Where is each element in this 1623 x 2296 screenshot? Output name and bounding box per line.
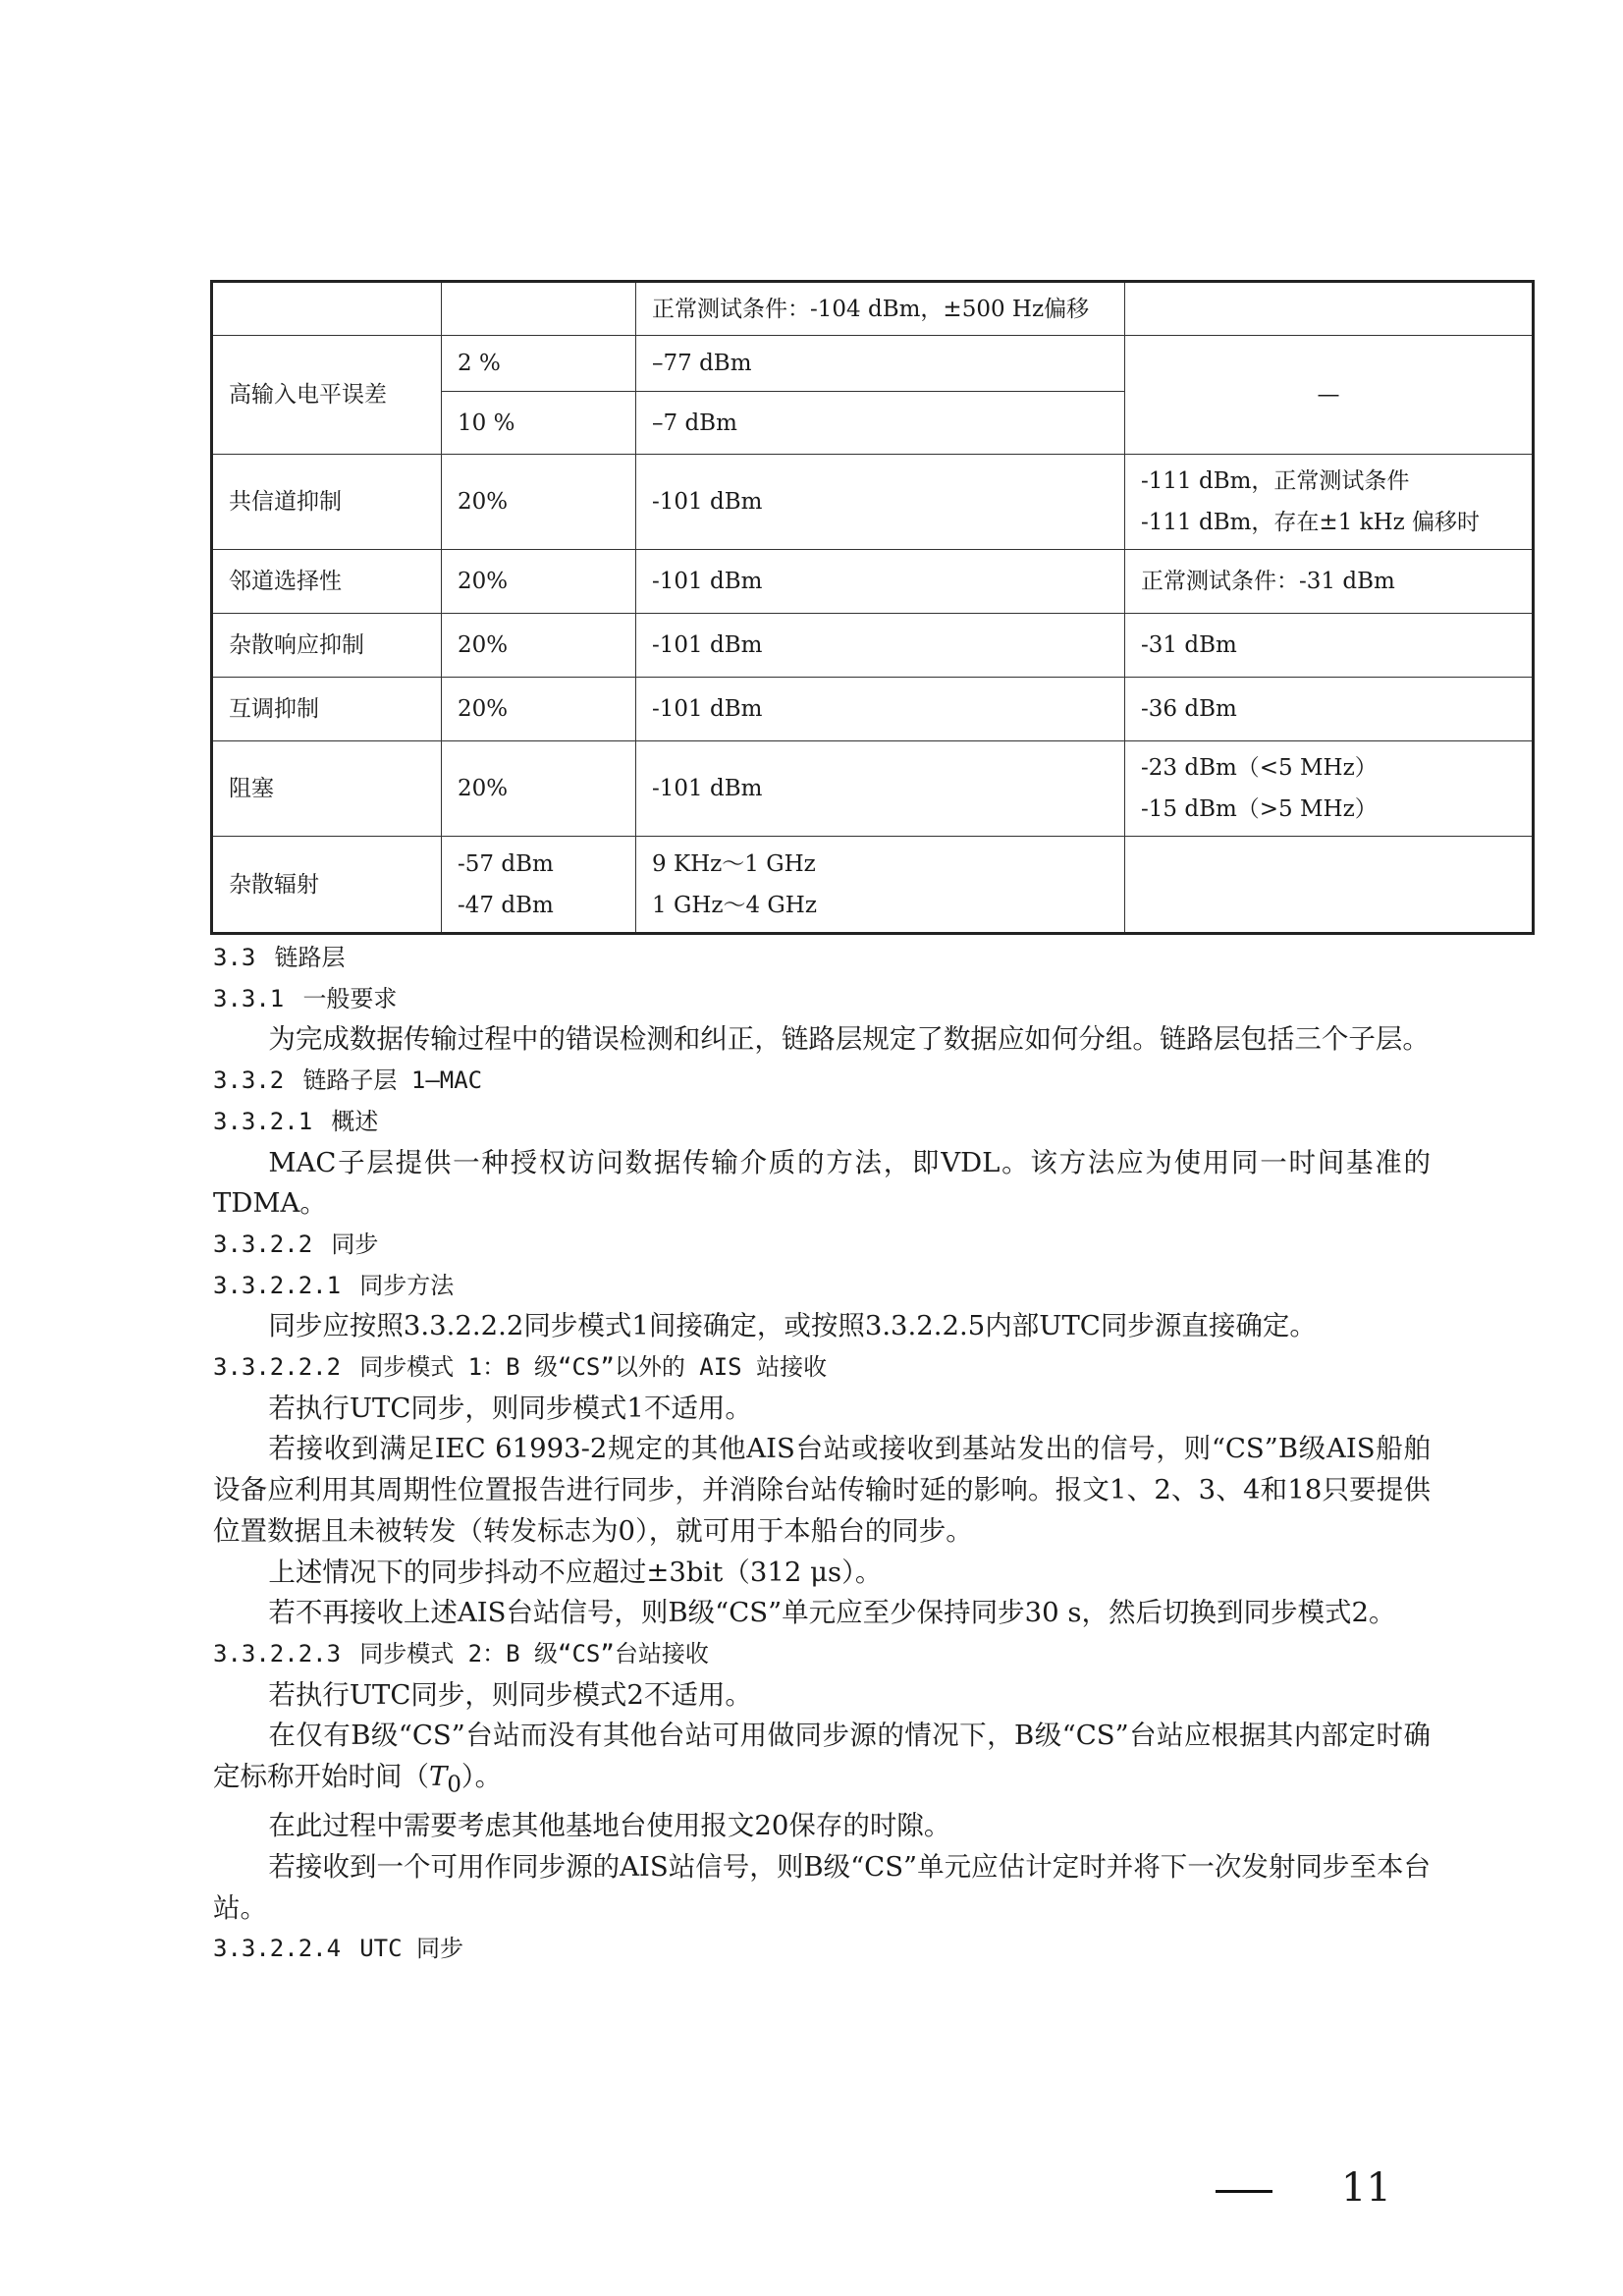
table-row: [212, 837, 1534, 934]
row-label: 共信道抑制: [212, 455, 442, 550]
table-cell: [442, 837, 636, 934]
table-cell: [1125, 837, 1534, 934]
row-label: 杂散辐射: [212, 837, 442, 934]
cell-line: 9 KHz～1 GHz: [652, 850, 816, 877]
table-cell: 2 %: [442, 336, 636, 392]
row-label: 互调抑制: [212, 678, 442, 741]
section-heading: 3.3.2 链路子层 1—MAC: [213, 1066, 483, 1095]
paragraph: 在此过程中需要考虑其他基地台使用报文20保存的时隙。: [268, 1810, 951, 1842]
table-cell: –77 dBm: [636, 336, 1125, 392]
table-cell: –7 dBm: [636, 392, 1125, 455]
table-cell: 20%: [442, 455, 636, 550]
spec-table: [210, 280, 1535, 935]
cell-line: -57 dBm: [458, 850, 554, 877]
paragraph: 同步应按照3.3.2.2.2同步模式1间接确定，或按照3.3.2.2.5内部UTC同步源直接确定。: [268, 1310, 1317, 1342]
table-cell: [1125, 282, 1534, 336]
table-cell: 正常测试条件：-31 dBm: [1125, 550, 1534, 614]
table-row: [212, 336, 1534, 392]
cell-line: -47 dBm: [458, 892, 554, 918]
table-row: [212, 550, 1534, 614]
section-heading: 3.3.2.2.4 UTC 同步: [213, 1935, 464, 1963]
body-text: [213, 938, 1431, 1970]
cell-line: -23 dBm（<5 MHz）: [1141, 755, 1378, 781]
section-heading: 3.3.2.2 同步: [213, 1230, 379, 1258]
table-cell: -101 dBm: [636, 678, 1125, 741]
table-cell: —: [1125, 336, 1534, 455]
table-cell: [1125, 455, 1534, 550]
table-cell: 20%: [442, 678, 636, 741]
paragraph: MAC子层提供一种授权访问数据传输介质的方法，即VDL。该方法应为使用同一时间基准的TDMA。: [213, 1146, 1431, 1220]
section-heading: 3.3.1 一般要求: [213, 984, 398, 1012]
table-cell: 10 %: [442, 392, 636, 455]
table-cell: -31 dBm: [1125, 614, 1534, 678]
table-cell: [636, 837, 1125, 934]
table-cell: -101 dBm: [636, 614, 1125, 678]
cell-line: -15 dBm（>5 MHz）: [1141, 796, 1378, 822]
table-row: [212, 678, 1534, 741]
paragraph: 若执行UTC同步，则同步模式2不适用。: [268, 1678, 752, 1711]
section-heading: 3.3.2.2.2 同步模式 1：B 级“CS”以外的 AIS 站接收: [213, 1353, 828, 1382]
paragraph: 为完成数据传输过程中的错误检测和纠正，链路层规定了数据应如何分组。链路层包括三个子层。: [268, 1023, 1430, 1056]
cell-line: 1 GHz～4 GHz: [652, 892, 817, 918]
paragraph: 若执行UTC同步，则同步模式1不适用。: [268, 1392, 752, 1424]
table-row: [212, 282, 1534, 336]
cell-line: -111 dBm，存在±1 kHz 偏移时: [1141, 510, 1481, 535]
table-cell: -101 dBm: [636, 741, 1125, 837]
table-cell: -36 dBm: [1125, 678, 1534, 741]
table-cell: 正常测试条件：-104 dBm，±500 Hz偏移: [636, 282, 1125, 336]
page-number: 11: [1216, 2165, 1391, 2211]
paragraph: 在仅有B级“CS”台站而没有其他台站可用做同步源的情况下，B级“CS”台站应根据其内部定时确定标称开始时间$(T_0)$。: [213, 1720, 1431, 1798]
row-label: 阻塞: [212, 741, 442, 837]
paragraph: 若接收到一个可用作同步源的AIS站信号，则B级“CS”单元应估计定时并将下一次发射同步至本台站。: [213, 1850, 1431, 1924]
paragraph: 若不再接收上述AIS台站信号，则B级“CS”单元应至少保持同步30 s，然后切换到同步模式2。: [268, 1597, 1396, 1629]
table-cell: [442, 282, 636, 336]
table-cell: 20%: [442, 550, 636, 614]
table-cell: [1125, 741, 1534, 837]
table-row: [212, 741, 1534, 837]
table-cell: [212, 282, 442, 336]
row-label: 邻道选择性: [212, 550, 442, 614]
cell-line: -111 dBm，正常测试条件: [1141, 468, 1410, 494]
section-heading: 3.3 链路层: [213, 944, 346, 971]
table-row: [212, 455, 1534, 550]
section-heading: 3.3.2.2.3 同步模式 2：B 级“CS”台站接收: [213, 1639, 709, 1667]
row-label: 杂散响应抑制: [212, 614, 442, 678]
paragraph: 若接收到满足IEC 61993-2规定的其他AIS台站或接收到基站发出的信号，则“CS”B级AIS船舶设备应利用其周期性位置报告进行同步，并消除台站传输时延的影响。报文1、2、3、4和18只要提供位置数据且未被转发（转发标志为0），就可用于本船台的同步。: [213, 1433, 1431, 1547]
section-heading: 3.3.2.1 概述: [213, 1107, 379, 1135]
section-heading: 3.3.2.2.1 同步方法: [213, 1271, 455, 1299]
table-cell: -101 dBm: [636, 550, 1125, 614]
page-number-dash: [1216, 2190, 1272, 2193]
table-row: [212, 614, 1534, 678]
row-label: 高输入电平误差: [212, 336, 442, 455]
paragraph: 上述情况下的同步抖动不应超过±3bit（312 μs）。: [268, 1556, 883, 1588]
table-cell: 20%: [442, 741, 636, 837]
table-cell: -101 dBm: [636, 455, 1125, 550]
table-cell: 20%: [442, 614, 636, 678]
